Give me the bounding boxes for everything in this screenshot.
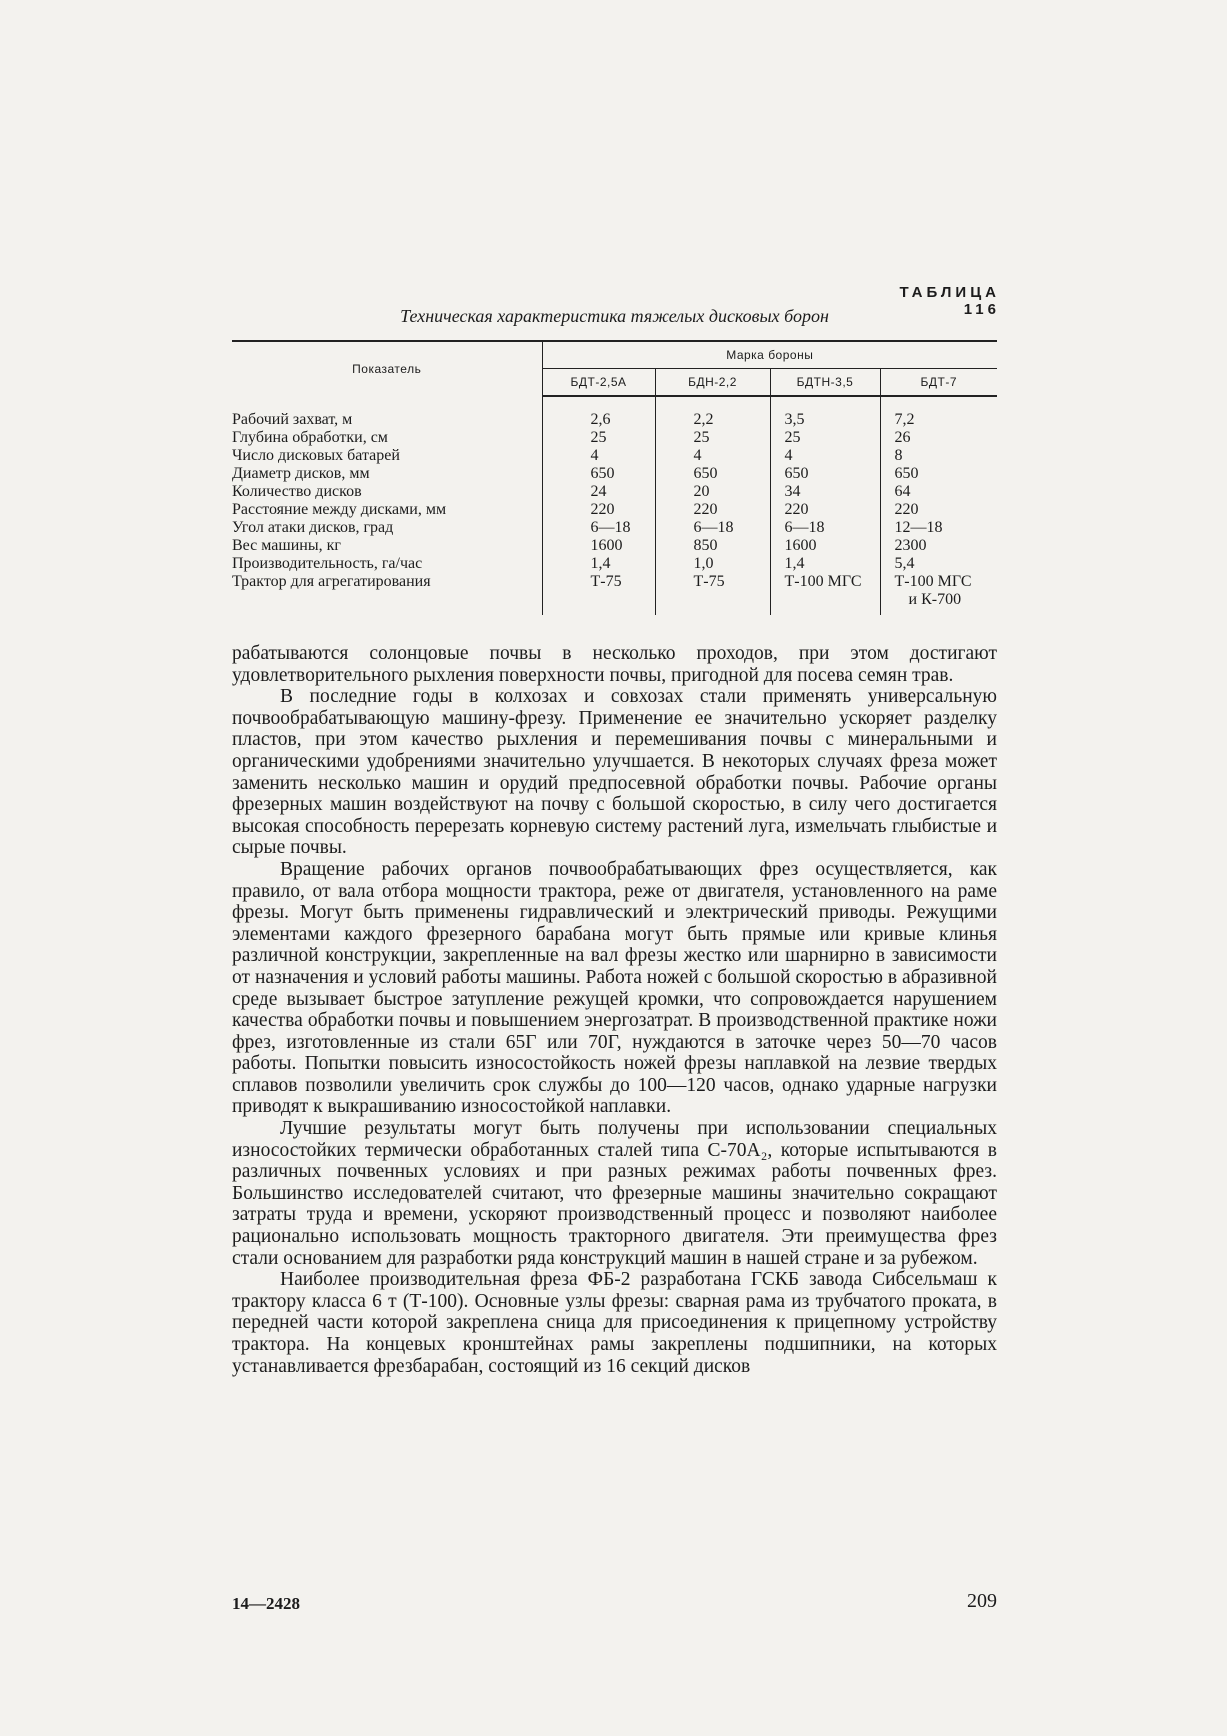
table-cell: 5,4: [894, 555, 915, 572]
table-row: [232, 555, 997, 573]
table-cell: 220: [542, 501, 655, 519]
table-cell: 650: [655, 465, 770, 483]
table-cell: 650: [770, 465, 880, 483]
param-name: Угол атаки дисков, град: [232, 519, 542, 537]
param-name: Количество дисков: [232, 483, 542, 501]
table-cell: 8: [894, 447, 903, 464]
table-row: [232, 411, 997, 429]
table-row: [232, 447, 997, 465]
table-row: [232, 501, 997, 519]
table-row: [232, 537, 997, 555]
brand-group-header: Марка бороны: [542, 341, 997, 369]
table-cell: 220: [655, 501, 770, 519]
table-cell: 650: [894, 465, 919, 482]
table-title: Техническая характеристика тяжелых дисковых борон: [400, 306, 829, 326]
paragraph: рабатываются солонцовые почвы в несколько проходов, при этом достигают удовлетворительного рыхления поверхности почвы, пригодной для посева семян трав.: [232, 643, 997, 686]
brand-header: БДТН-3,5: [770, 369, 880, 397]
table-cell: 25: [542, 429, 655, 447]
param-name: Вес машины, кг: [232, 537, 542, 555]
table-caption: ТАБЛИЦА 116: [899, 284, 1000, 318]
param-name: Трактор для агрегатирования: [232, 573, 542, 615]
paragraph: Наиболее производительная фреза ФБ-2 разработана ГСКБ завода Сибсельмаш к трактору класса 6 т (Т-100). Основные узлы фрезы: сварная рама из трубчатого проката, в передней части которой закреплена сница для присоединения к прицепному устройству трактора. На концевых кронштейнах рамы закреплены подшипники, на которых устанавливается фрезбарабан, состоящий из 16 секций дисков: [232, 1269, 997, 1377]
paragraph: Вращение рабочих органов почвообрабатывающих фрез осуществляется, как правило, от вала отбора мощности трактора, реже от двигателя, установленного на раме фрезы. Могут быть применены гидравлический и электрический приводы. Режущими элементами каждого фрезерного барабана могут быть прямые или кривые клинья различной конструкции, закрепленные на вал фрезы жестко или шарнирно в зависимости от назначения и условий работы машины. Работа ножей с большой скоростью в абразивной среде вызывает быстрое затупление режущей кромки, что сопровождается нарушением качества обработки почвы и повышением энергозатрат. В производственной практике ножи фрез, изготовленные из стали 65Г или 70Г, нуждаются в заточке через 50—70 часов работы. Попытки повысить износостойкость ножей фрезы наплавкой на лезвие твердых сплавов позволили увеличить срок службы до 100—120 часов, однако ударные нагрузки приводят к выкрашиванию износостойкой наплавки.: [232, 858, 997, 1118]
table-row: [232, 483, 997, 501]
paragraph: В последние годы в колхозах и совхозах стали применять универсальную почвообрабатывающую машину-фрезу. Применение ее значительно ускоряет разделку пластов, при этом качество рыхления и перемешивания почвы с минеральными и органическими удобрениями значительно улучшается. В некоторых случаях фреза может заменить несколько машин и орудий предпосевной обработки почвы. Рабочие органы фрезерных машин воздействуют на почву с большой скоростью, в силу чего достигается высокая способность перерезать корневую систему растений луга, измельчать глыбистые и сырые почвы.: [232, 686, 997, 859]
table-cell: 25: [655, 429, 770, 447]
table-cell: 1,4: [542, 555, 655, 573]
param-name: Производительность, га/час: [232, 555, 542, 573]
table-cell: 4: [655, 447, 770, 465]
param-name: Рабочий захват, м: [232, 411, 542, 429]
brand-header: БДН-2,2: [655, 369, 770, 397]
table-cell: 64: [894, 483, 911, 500]
table-cell: 6—18: [655, 519, 770, 537]
table-cell: 850: [655, 537, 770, 555]
param-column-header: Показатель: [232, 341, 542, 396]
param-name: Глубина обработки, см: [232, 429, 542, 447]
page-number: 209: [967, 1590, 997, 1612]
table-cell: 1600: [770, 537, 880, 555]
table-cell: Т-100 МГС: [770, 573, 880, 615]
table-cell: 7,2: [894, 411, 915, 428]
tech-spec-table: [232, 340, 997, 615]
paragraph: Лучшие результаты могут быть получены при использовании специальных износостойких термически обработанных сталей типа С-70А₂, которые испытываются в различных почвенных условиях и при разных режимах работы почвенных фрез. Большинство исследователей считают, что фрезерные машины значительно сокращают затраты труда и времени, ускоряют производственный процесс и позволяют наиболее рационально использовать мощность тракторного двигателя. Эти преимущества фрез стали основанием для разработки ряда конструкций машин в нашей стране и за рубежом.: [232, 1118, 997, 1269]
table-cell: 26: [894, 429, 911, 446]
brand-header: БДТ-2,5А: [542, 369, 655, 397]
table-cell: 12—18: [894, 519, 943, 536]
table-cell-line: Т-100 МГС: [894, 573, 972, 590]
table-cell: 3,5: [770, 411, 880, 429]
table-cell: Т-75: [655, 573, 770, 615]
body-text: [232, 643, 997, 1377]
table-row: [232, 429, 997, 447]
table-row: [232, 519, 997, 537]
table-cell: 34: [770, 483, 880, 501]
table-cell: 650: [542, 465, 655, 483]
table-cell: 1600: [542, 537, 655, 555]
param-name: Число дисковых батарей: [232, 447, 542, 465]
table-cell: 24: [542, 483, 655, 501]
brand-header: БДТ-7: [880, 369, 997, 397]
table-cell: 2,2: [655, 411, 770, 429]
table-cell: 220: [770, 501, 880, 519]
param-name: Расстояние между дисками, мм: [232, 501, 542, 519]
table-cell: 20: [655, 483, 770, 501]
table-cell: Т-75: [542, 573, 655, 615]
table-cell: 6—18: [770, 519, 880, 537]
table-cell: 25: [770, 429, 880, 447]
table-cell: 1,0: [655, 555, 770, 573]
table-cell: 6—18: [542, 519, 655, 537]
param-name: Диаметр дисков, мм: [232, 465, 542, 483]
table-cell: 1,4: [770, 555, 880, 573]
table-row: [232, 465, 997, 483]
table-cell: 2300: [894, 537, 927, 554]
table-cell: 4: [542, 447, 655, 465]
table-cell: 2,6: [542, 411, 655, 429]
printer-signature: 14—2428: [232, 1594, 300, 1613]
table-cell: 4: [770, 447, 880, 465]
table-cell: 220: [894, 501, 919, 518]
table-row: [232, 573, 997, 615]
table-cell: [880, 573, 997, 615]
table-cell-line: и К-700: [908, 591, 962, 608]
